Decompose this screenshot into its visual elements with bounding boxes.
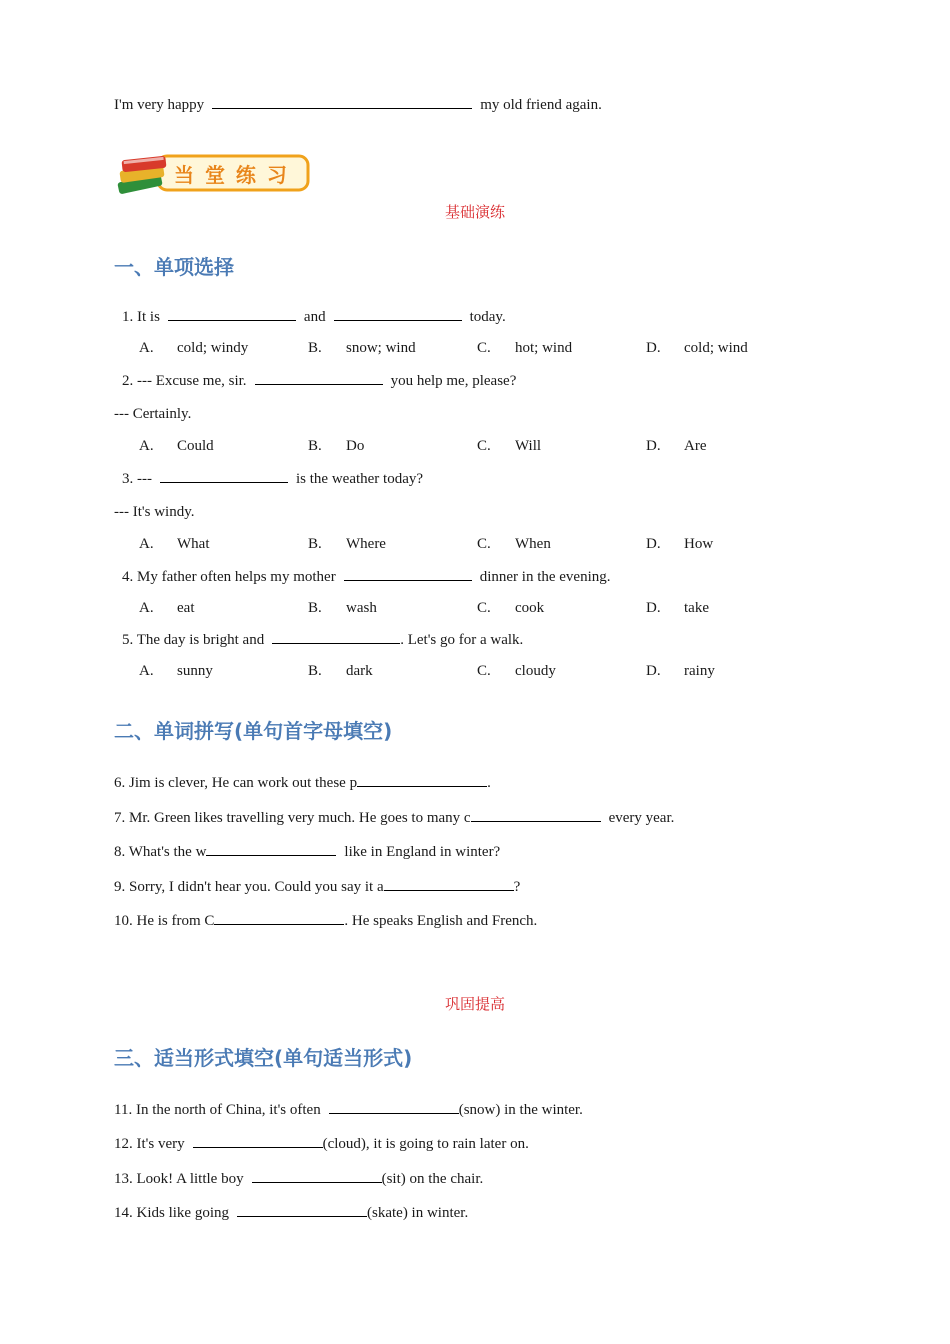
answer-blank[interactable] bbox=[471, 807, 601, 822]
question-8: 8. What's the w like in England in winter? bbox=[114, 841, 500, 862]
option-a[interactable]: A. sunny bbox=[139, 663, 213, 679]
practice-banner bbox=[114, 150, 312, 198]
option-b[interactable]: B. dark bbox=[308, 663, 373, 679]
option-d[interactable]: D. Are bbox=[646, 438, 707, 454]
answer-blank[interactable] bbox=[193, 1133, 323, 1148]
option-b[interactable]: B. snow; wind bbox=[308, 340, 416, 356]
answer-blank[interactable] bbox=[334, 306, 462, 321]
option-c[interactable]: C. cloudy bbox=[477, 663, 556, 679]
answer-blank[interactable] bbox=[168, 306, 296, 321]
option-d[interactable]: D. take bbox=[646, 600, 709, 616]
question-14: 14. Kids like going (skate) in winter. bbox=[114, 1202, 468, 1223]
question-10: 10. He is from C . He speaks English and French. bbox=[114, 910, 537, 931]
question-12: 12. It's very (cloud), it is going to rain later on. bbox=[114, 1133, 529, 1154]
option-a[interactable]: A. cold; windy bbox=[139, 340, 249, 356]
question-3-reply: --- It's windy. bbox=[114, 504, 195, 520]
answer-blank[interactable] bbox=[214, 910, 344, 925]
option-d[interactable]: D. cold; wind bbox=[646, 340, 748, 356]
level-label-basic: 基础演练 bbox=[444, 205, 505, 221]
option-c[interactable]: C. Will bbox=[477, 438, 542, 454]
question-2: 2. --- Excuse me, sir. you help me, please? bbox=[122, 370, 516, 391]
answer-blank[interactable] bbox=[212, 94, 472, 109]
option-d[interactable]: D. How bbox=[646, 536, 714, 552]
answer-blank[interactable] bbox=[384, 876, 514, 891]
answer-blank[interactable] bbox=[272, 629, 400, 644]
option-c[interactable]: C. When bbox=[477, 536, 551, 552]
level-label-advanced: 巩固提高 bbox=[444, 997, 505, 1013]
question-4: 4. My father often helps my mother dinner in the evening. bbox=[122, 566, 611, 587]
question-9: 9. Sorry, I didn't hear you. Could you say it a ? bbox=[114, 876, 520, 897]
question-13: 13. Look! A little boy (sit) on the chair. bbox=[114, 1168, 483, 1189]
section-title-1: 一、单项选择 bbox=[114, 255, 234, 279]
intro-sentence: I'm very happy my old friend again. bbox=[114, 94, 602, 115]
answer-blank[interactable] bbox=[206, 841, 336, 856]
question-6: 6. Jim is clever, He can work out these p . bbox=[114, 772, 491, 793]
section-title-3: 三、适当形式填空(单句适当形式) bbox=[114, 1046, 413, 1070]
option-d[interactable]: D. rainy bbox=[646, 663, 715, 679]
question-1: 1. It is and today. bbox=[122, 306, 506, 327]
section-title-2: 二、单词拼写(单句首字母填空) bbox=[114, 719, 393, 743]
answer-blank[interactable] bbox=[237, 1202, 367, 1217]
option-c[interactable]: C. hot; wind bbox=[477, 340, 573, 356]
option-b[interactable]: B. Where bbox=[308, 536, 386, 552]
question-5: 5. The day is bright and . Let's go for a walk. bbox=[122, 629, 523, 650]
option-a[interactable]: A. What bbox=[139, 536, 210, 552]
option-a[interactable]: A. eat bbox=[139, 600, 195, 616]
option-a[interactable]: A. Could bbox=[139, 438, 214, 454]
question-3: 3. --- is the weather today? bbox=[122, 468, 423, 489]
answer-blank[interactable] bbox=[160, 468, 288, 483]
question-11: 11. In the north of China, it's often (snow) in the winter. bbox=[114, 1099, 583, 1120]
banner-title: 当 堂 练 习 bbox=[174, 163, 289, 187]
option-b[interactable]: B. Do bbox=[308, 438, 365, 454]
question-2-reply: --- Certainly. bbox=[114, 406, 192, 422]
answer-blank[interactable] bbox=[255, 370, 383, 385]
option-b[interactable]: B. wash bbox=[308, 600, 377, 616]
answer-blank[interactable] bbox=[329, 1099, 459, 1114]
answer-blank[interactable] bbox=[344, 566, 472, 581]
option-c[interactable]: C. cook bbox=[477, 600, 545, 616]
question-7: 7. Mr. Green likes travelling very much. He goes to many c every year. bbox=[114, 807, 674, 828]
answer-blank[interactable] bbox=[252, 1168, 382, 1183]
answer-blank[interactable] bbox=[357, 772, 487, 787]
